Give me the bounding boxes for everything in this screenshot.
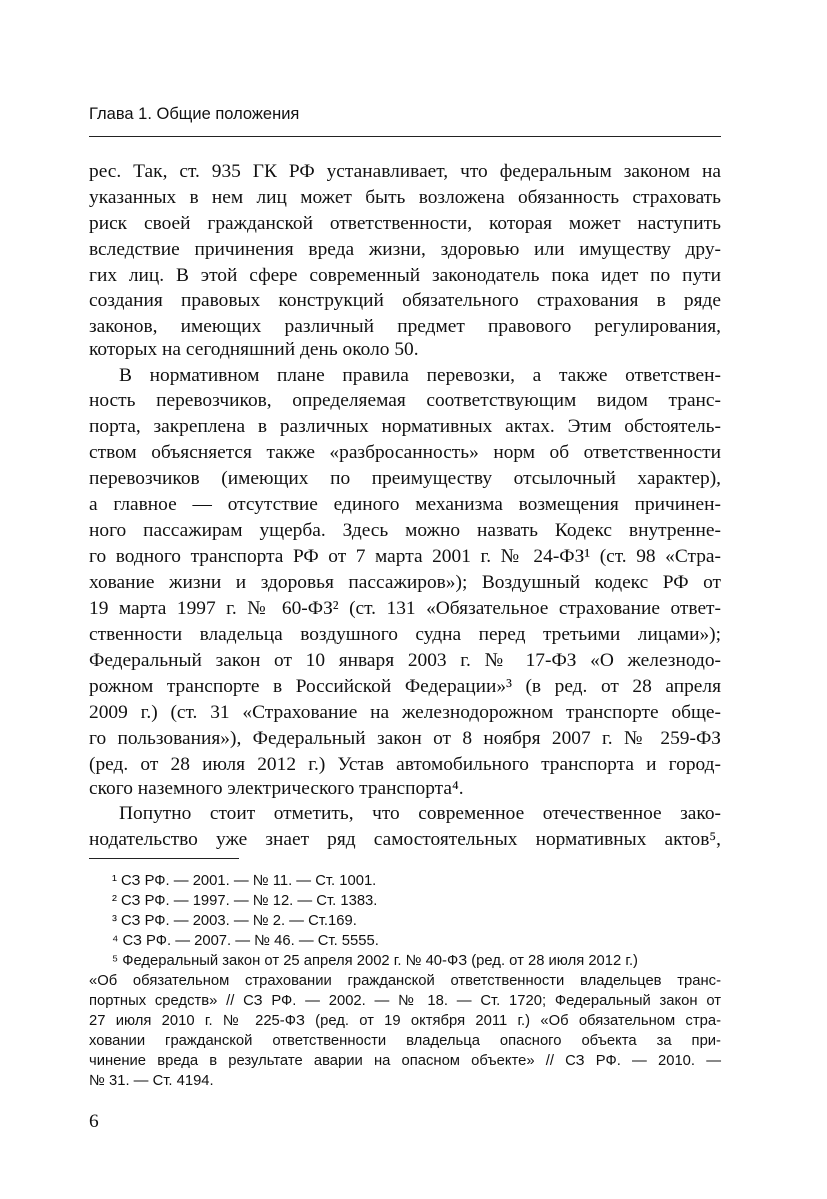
body-line: ского наземного электрического транспорта⁴. — [89, 778, 464, 799]
body-line: го водного транспорта РФ от 7 марта 2001 г. № 24-ФЗ¹ (ст. 98 «Стра- — [89, 546, 721, 567]
body-line: риск своей гражданской ответственности, которая может наступить — [89, 213, 721, 234]
footnote-line: № 31. — Ст. 4194. — [89, 1073, 214, 1089]
paragraph-first-line: Попутно стоит отметить, что современное отечественное зако- — [119, 803, 721, 824]
footnote-line: «Об обязательном страховании гражданской ответственности владельцев транс- — [89, 973, 721, 989]
body-line: ного пассажирам ущерба. Здесь можно назвать Кодекс внутренне- — [89, 520, 721, 541]
body-line: вследствие причинения вреда жизни, здоровью или имуществу дру- — [89, 239, 721, 260]
body-line: ством объясняется также «разбросанность» норм об ответственности — [89, 442, 721, 463]
body-line: перевозчиков (имеющих по преимуществу отсылочный характер), — [89, 468, 721, 489]
page-number: 6 — [89, 1111, 99, 1132]
body-line: 2009 г.) (ст. 31 «Страхование на железнодорожном транспорте обще- — [89, 702, 721, 723]
footnote-line: 27 июля 2010 г. № 225-ФЗ (ред. от 19 октября 2011 г.) «Об обязательном стра- — [89, 1013, 721, 1029]
footnote-2: ² СЗ РФ. — 1997. — № 12. — Ст. 1383. — [112, 893, 378, 909]
body-line: (ред. от 28 июля 2012 г.) Устав автомобильного транспорта и город- — [89, 754, 721, 775]
body-line: ственности владельца воздушного судна перед третьими лицами»); — [89, 624, 721, 645]
body-line: рес. Так, ст. 935 ГК РФ устанавливает, что федеральным законом на — [89, 161, 721, 182]
footnote-line: чинение вреда в результате аварии на опасном объекте» // СЗ РФ. — 2010. — — [89, 1053, 721, 1069]
body-line: хование жизни и здоровья пассажиров»); Воздушный кодекс РФ от — [89, 572, 721, 593]
body-line: 19 марта 1997 г. № 60-ФЗ² (ст. 131 «Обязательное страхование ответ- — [89, 598, 721, 619]
body-line: указанных в нем лиц может быть возложена обязанность страховать — [89, 187, 721, 208]
body-line: Федеральный закон от 10 января 2003 г. № 17-ФЗ «О железнодо- — [89, 650, 721, 671]
body-line: рожном транспорте в Российской Федерации»³ (в ред. от 28 апреля — [89, 676, 721, 697]
body-line: ность перевозчиков, определяемая соответствующим видом транс- — [89, 390, 721, 411]
footnote-4: ⁴ СЗ РФ. — 2007. — № 46. — Ст. 5555. — [112, 933, 379, 949]
body-line: го пользования»), Федеральный закон от 8 ноября 2007 г. № 259-ФЗ — [89, 728, 721, 749]
body-line: порта, закреплена в различных нормативных актах. Этим обстоятель- — [89, 416, 721, 437]
body-line: которых на сегодняшний день около 50. — [89, 339, 419, 360]
body-line: гих лиц. В этой сфере современный законодатель пока идет по пути — [89, 265, 721, 286]
body-line: нодательство уже знает ряд самостоятельных нормативных актов⁵, — [89, 829, 721, 850]
body-line: законов, имеющих различный предмет правового регулирования, — [89, 316, 721, 337]
footnote-rule — [89, 858, 239, 859]
footnote-line: портных средств» // СЗ РФ. — 2002. — № 18. — Ст. 1720; Федеральный закон от — [89, 993, 721, 1009]
footnote-line: ховании гражданской ответственности владельца опасного объекта за при- — [89, 1033, 721, 1049]
body-line: а главное — отсутствие единого механизма возмещения причинен- — [89, 494, 721, 515]
footnote-1: ¹ СЗ РФ. — 2001. — № 11. — Ст. 1001. — [112, 873, 377, 889]
paragraph-first-line: В нормативном плане правила перевозки, а также ответствен- — [119, 365, 721, 386]
footnote-5: ⁵ Федеральный закон от 25 апреля 2002 г. № 40-ФЗ (ред. от 28 июля 2012 г.) — [112, 953, 638, 969]
header-rule — [89, 136, 721, 137]
body-line: создания правовых конструкций обязательного страхования в ряде — [89, 290, 721, 311]
footnote-3: ³ СЗ РФ. — 2003. — № 2. — Ст.169. — [112, 913, 357, 929]
running-header: Глава 1. Общие положения — [89, 105, 300, 123]
